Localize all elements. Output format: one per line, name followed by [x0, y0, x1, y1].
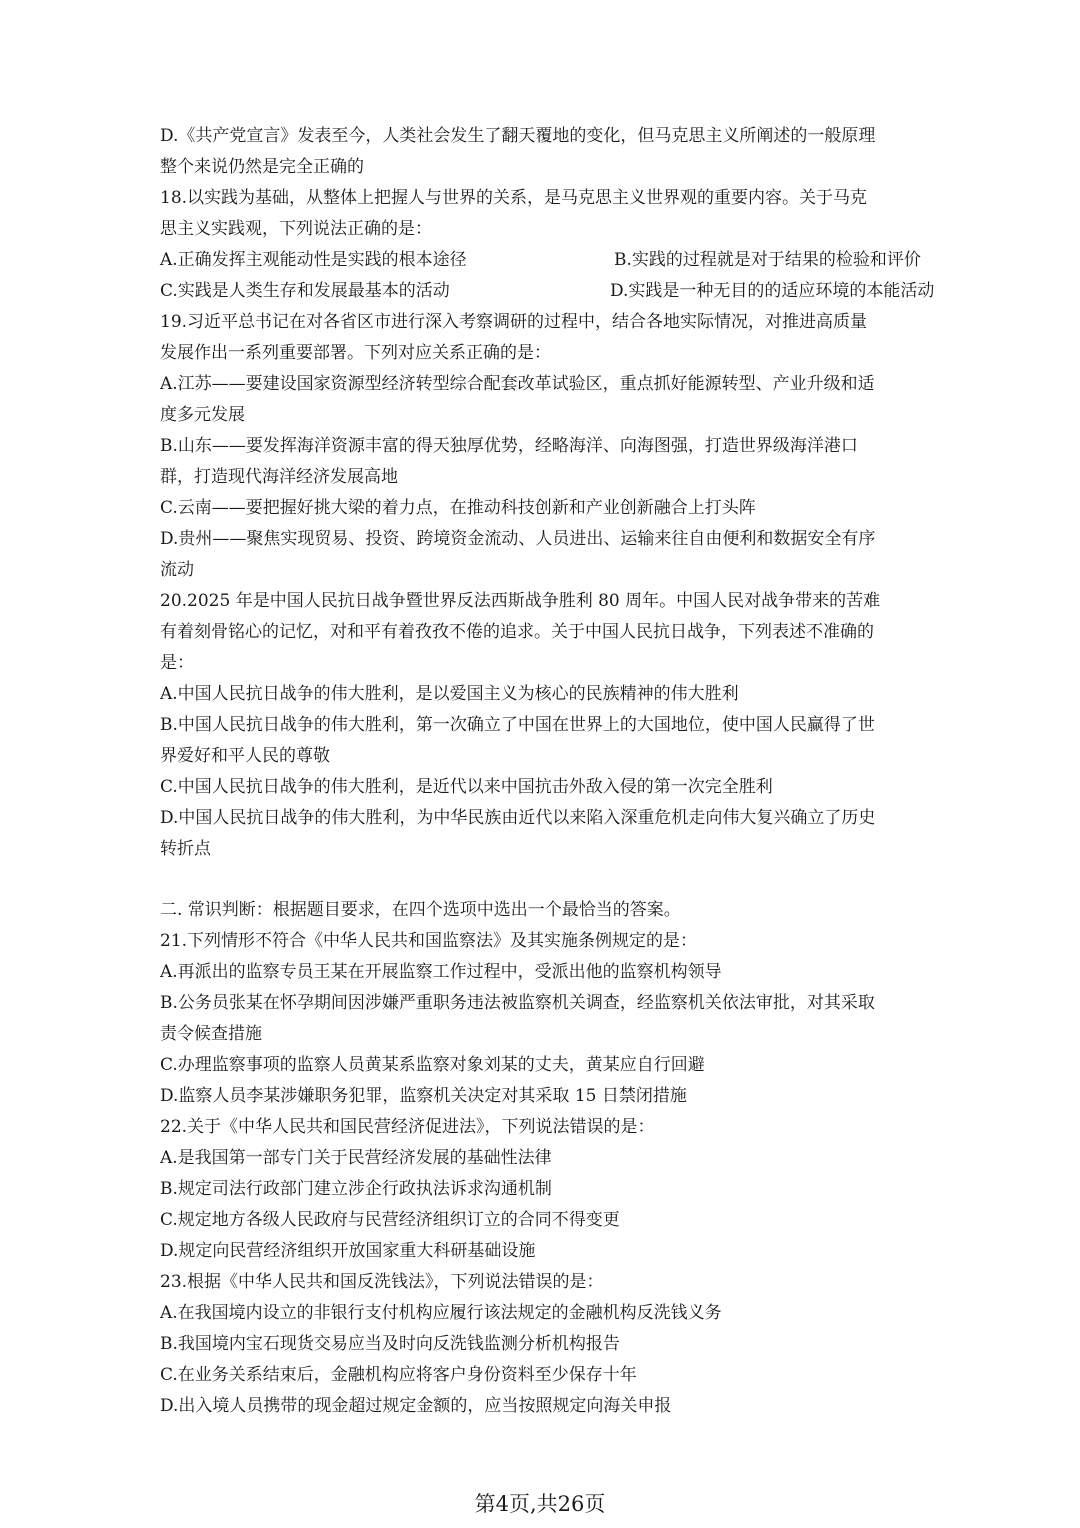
option-d-q22: D.规定向民营经济组织开放国家重大科研基础设施	[160, 1241, 536, 1261]
question-20-stem-line2: 有着刻骨铭心的记忆，对和平有着孜孜不倦的追求。关于中国人民抗日战争，下列表述不准确的	[160, 622, 874, 642]
question-18-stem-line1: 18.以实践为基础，从整体上把握人与世界的关系，是马克思主义世界观的重要内容。关于马克	[160, 188, 868, 208]
option-d-q21: D.监察人员李某涉嫌职务犯罪，监察机关决定对其采取 15 日禁闭措施	[160, 1086, 687, 1106]
option-d-q20-line1: D.中国人民抗日战争的伟大胜利，为中华民族由近代以来陷入深重危机走向伟大复兴确立了历史	[160, 808, 876, 828]
question-23-stem: 23.根据《中华人民共和国反洗钱法》，下列说法错误的是：	[160, 1272, 604, 1292]
option-b-q22: B.规定司法行政部门建立涉企行政执法诉求沟通机制	[160, 1179, 552, 1199]
option-b-q19-line2: 群，打造现代海洋经济发展高地	[160, 467, 398, 487]
option-a-q22: A.是我国第一部专门关于民营经济发展的基础性法律	[160, 1148, 552, 1168]
option-c-q20: C.中国人民抗日战争的伟大胜利，是近代以来中国抗击外敌入侵的第一次完全胜利	[160, 777, 773, 797]
option-b-q20-line2: 界爱好和平人民的尊敬	[160, 746, 330, 766]
option-d-q19-line2: 流动	[160, 560, 194, 580]
question-20-stem-line3: 是：	[160, 653, 194, 673]
question-20-stem-line1: 20.2025 年是中国人民抗日战争暨世界反法西斯战争胜利 80 周年。中国人民对战争带来的苦难	[160, 591, 881, 611]
option-d-q17-line2: 整个来说仍然是完全正确的	[160, 157, 364, 177]
question-21-stem: 21.下列情形不符合《中华人民共和国监察法》及其实施条例规定的是：	[160, 931, 698, 951]
option-b-q18: B.实践的过程就是对于结果的检验和评价	[614, 250, 921, 270]
option-b-q20-line1: B.中国人民抗日战争的伟大胜利，第一次确立了中国在世界上的大国地位，使中国人民赢得了世	[160, 715, 875, 735]
option-a-q18: A.正确发挥主观能动性是实践的根本途径	[160, 250, 467, 270]
question-19-stem-line1: 19.习近平总书记在对各省区市进行深入考察调研的过程中，结合各地实际情况，对推进高质量	[160, 312, 868, 332]
option-b-q23: B.我国境内宝石现货交易应当及时向反洗钱监测分析机构报告	[160, 1334, 620, 1354]
page-number-footer: 第4页,共26页	[474, 1492, 606, 1516]
section-heading: 二. 常识判断：根据题目要求，在四个选项中选出一个最恰当的答案。	[160, 900, 681, 920]
question-18-stem-line2: 思主义实践观，下列说法正确的是：	[160, 219, 432, 239]
question-22-stem: 22.关于《中华人民共和国民营经济促进法》，下列说法错误的是：	[160, 1117, 655, 1137]
option-a-q20: A.中国人民抗日战争的伟大胜利，是以爱国主义为核心的民族精神的伟大胜利	[160, 684, 739, 704]
option-a-q21: A.再派出的监察专员王某在开展监察工作过程中，受派出他的监察机构领导	[160, 962, 722, 982]
option-d-q18: D.实践是一种无目的的适应环境的本能活动	[610, 281, 935, 301]
option-d-q20-line2: 转折点	[160, 839, 211, 859]
option-c-q23: C.在业务关系结束后，金融机构应将客户身份资料至少保存十年	[160, 1365, 637, 1385]
option-d-q17-line1: D.《共产党宣言》发表至今，人类社会发生了翻天覆地的变化，但马克思主义所阐述的一般原理	[160, 126, 876, 146]
option-c-q22: C.规定地方各级人民政府与民营经济组织订立的合同不得变更	[160, 1210, 620, 1230]
question-19-stem-line2: 发展作出一系列重要部署。下列对应关系正确的是：	[160, 343, 551, 363]
option-c-q21: C.办理监察事项的监察人员黄某系监察对象刘某的丈夫，黄某应自行回避	[160, 1055, 705, 1075]
option-d-q23: D.出入境人员携带的现金超过规定金额的，应当按照规定向海关申报	[160, 1396, 672, 1416]
option-b-q21-line2: 责令候查措施	[160, 1024, 262, 1044]
option-a-q19-line1: A.江苏——要建设国家资源型经济转型综合配套改革试验区，重点抓好能源转型、产业升级和适	[160, 374, 875, 394]
option-c-q18: C.实践是人类生存和发展最基本的活动	[160, 281, 450, 301]
option-b-q19-line1: B.山东——要发挥海洋资源丰富的得天独厚优势，经略海洋、向海图强，打造世界级海洋港口	[160, 436, 858, 456]
option-c-q19: C.云南——要把握好挑大梁的着力点，在推动科技创新和产业创新融合上打头阵	[160, 498, 756, 518]
option-a-q19-line2: 度多元发展	[160, 405, 245, 425]
option-b-q21-line1: B.公务员张某在怀孕期间因涉嫌严重职务违法被监察机关调查，经监察机关依法审批，对其采取	[160, 993, 875, 1013]
option-d-q19-line1: D.贵州——聚焦实现贸易、投资、跨境资金流动、人员进出、运输来往自由便利和数据安全有序	[160, 529, 876, 549]
option-a-q23: A.在我国境内设立的非银行支付机构应履行该法规定的金融机构反洗钱义务	[160, 1303, 722, 1323]
